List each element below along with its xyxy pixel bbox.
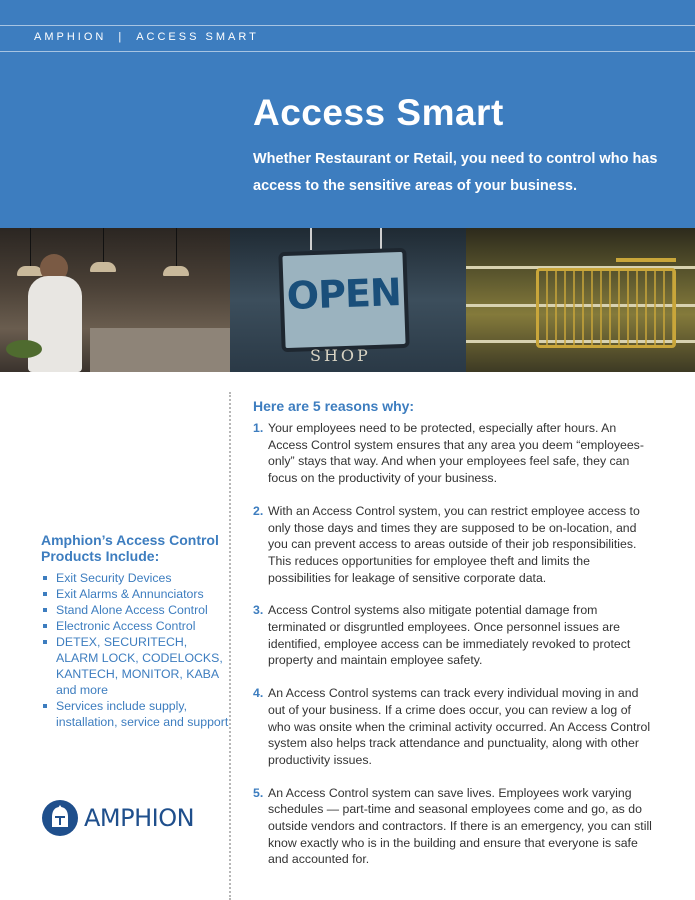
kitchen-counter <box>90 328 230 372</box>
plant <box>6 340 42 358</box>
grocery-store-photo <box>466 228 695 372</box>
hero-banner <box>0 0 695 228</box>
cart-handle <box>616 258 676 262</box>
reason-item <box>253 602 653 669</box>
product-item: DETEX, SECURITECH, ALARM LOCK, CODELOCKS, KANTECH, MONITOR, KABA and more <box>41 634 231 698</box>
shop-window-text: SHOP <box>310 346 371 365</box>
topbar-brand: AMPHION <box>34 31 107 43</box>
chef-figure <box>28 276 82 372</box>
topbar-rule-top <box>0 25 695 26</box>
topbar <box>34 31 259 43</box>
pendant-lamp <box>90 262 116 272</box>
products-heading: Amphion’s Access Control Products Include: <box>41 532 219 564</box>
lamp-cord <box>30 228 31 268</box>
lamp-cord <box>103 228 104 264</box>
product-item: Services include supply, installation, service and support <box>41 698 231 730</box>
shopping-cart <box>536 268 676 348</box>
reason-item <box>253 685 653 769</box>
lamp-cord <box>176 228 177 268</box>
reason-item <box>253 503 653 587</box>
reason-text: An Access Control system can save lives. Employees work varying schedules — part-time and seasonal employees come and go, as do outside vendors and contractors. If there is an emergency, you can still know exactly who is in the building and ensure that everyone is safe and accounted for. <box>268 785 652 867</box>
reason-number: 4. <box>253 686 264 701</box>
reason-text: An Access Control systems can track every individual moving in and out of your business. If a crime does occur, you can review a log of who was onsite when the criminal activity occurred. An Access Control system also helps track attendance and punctuality, along with other productivity issues. <box>268 686 651 767</box>
page-title: Access Smart <box>253 92 504 133</box>
photo-strip <box>0 228 695 372</box>
reason-number: 5. <box>253 785 264 800</box>
product-item: Exit Security Devices <box>41 570 231 586</box>
reasons-heading: Here are 5 reasons why: <box>253 398 415 414</box>
reason-item <box>253 785 653 869</box>
topbar-rule-bottom <box>0 51 695 52</box>
reason-text: With an Access Control system, you can restrict employee access to only those days and times they are supposed to be on-location, and you can prevent access to areas outside of their job responsibilities. This reduces opportunities for employee theft and limits the possibilities for leakage of sensitive corporate data. <box>268 503 640 585</box>
reason-number: 1. <box>253 421 264 435</box>
restaurant-kitchen-photo <box>0 228 230 372</box>
logo-wordmark: AMPHION <box>84 804 195 832</box>
reason-number: 2. <box>253 503 264 518</box>
pendant-lamp <box>163 266 189 276</box>
amphion-logo <box>42 800 194 836</box>
reason-item <box>253 420 653 487</box>
knight-helmet-icon <box>42 800 78 836</box>
reason-text: Access Control systems also mitigate potential damage from terminated or disgruntled employees. Once personnel issues are identified, employee access can be immediately revoked to protect property and maintain employee safety. <box>268 603 631 668</box>
open-sign-photo <box>230 228 466 372</box>
product-item: Stand Alone Access Control <box>41 602 231 618</box>
product-item: Exit Alarms & Annunciators <box>41 586 231 602</box>
open-sign-text: OPEN <box>286 270 402 318</box>
sign-chain <box>310 228 312 250</box>
sign-chain <box>380 228 382 250</box>
reason-text: Your employees need to be protected, especially after hours. An Access Control system ensures that any area you deem “employees-only” stays that way. And when your employees feel safe, they can focus on the productivity of your business. <box>268 421 644 486</box>
page-subtitle: Whether Restaurant or Retail, you need to control who has access to the sensitive areas of your business. <box>253 151 658 194</box>
products-list <box>41 570 231 730</box>
open-sign <box>278 248 409 352</box>
topbar-product: ACCESS SMART <box>136 31 259 43</box>
topbar-separator: | <box>118 31 125 43</box>
column-divider <box>229 392 231 900</box>
reasons-list <box>253 420 653 884</box>
reason-number: 3. <box>253 603 264 618</box>
product-item: Electronic Access Control <box>41 618 231 634</box>
